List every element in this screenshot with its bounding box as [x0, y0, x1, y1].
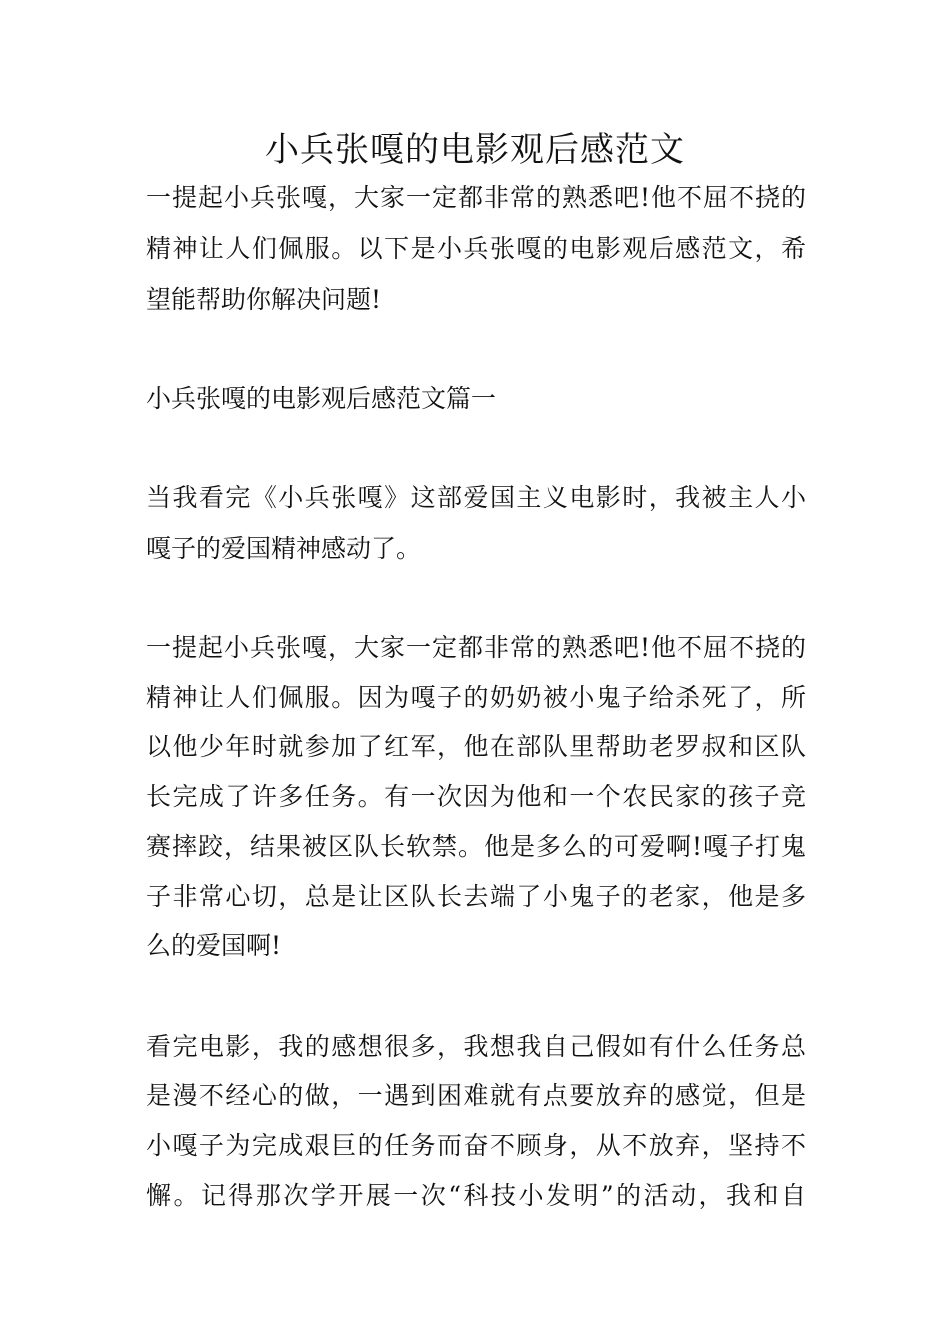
intro-line-3: 望能帮助你解决问题! [146, 285, 382, 314]
paragraph-3-line-4: 懈。记得那次学开展一次“科技小发明”的活动，我和自 [146, 1181, 806, 1210]
intro-line-1: 一提起小兵张嘎，大家一定都非常的熟悉吧!他不屈不挠的 [146, 183, 806, 212]
paragraph-3-line-3: 小嘎子为完成艰巨的任务而奋不顾身，从不放弃，坚持不 [146, 1131, 806, 1160]
paragraph-1-line-2: 嘎子的爱国精神感动了。 [146, 534, 422, 563]
paragraph-2-line-2: 精神让人们佩服。因为嘎子的奶奶被小鬼子给杀死了，所 [146, 683, 806, 712]
paragraph-2-line-3: 以他少年时就参加了红军，他在部队里帮助老罗叔和区队 [146, 732, 806, 761]
paragraph-3-line-1: 看完电影，我的感想很多，我想我自己假如有什么任务总 [146, 1032, 806, 1061]
paragraph-2-line-6: 子非常心切，总是让区队长去端了小鬼子的老家，他是多 [146, 882, 806, 911]
paragraph-2-line-7: 么的爱国啊! [146, 931, 282, 960]
paragraph-1-line-1: 当我看完《小兵张嘎》这部爱国主义电影时，我被主人小 [146, 483, 806, 512]
paragraph-2-line-1: 一提起小兵张嘎，大家一定都非常的熟悉吧!他不屈不挠的 [146, 633, 806, 662]
paragraph-2-line-5: 赛摔跤，结果被区队长软禁。他是多么的可爱啊!嘎子打鬼 [146, 832, 806, 861]
section-heading: 小兵张嘎的电影观后感范文篇一 [146, 384, 497, 413]
paragraph-3-line-2: 是漫不经心的做，一遇到困难就有点要放弃的感觉，但是 [146, 1081, 806, 1110]
paragraph-2-line-4: 长完成了许多任务。有一次因为他和一个农民家的孩子竞 [146, 782, 806, 811]
document-title: 小兵张嘎的电影观后感范文 [265, 130, 685, 170]
intro-line-2: 精神让人们佩服。以下是小兵张嘎的电影观后感范文，希 [146, 234, 806, 263]
